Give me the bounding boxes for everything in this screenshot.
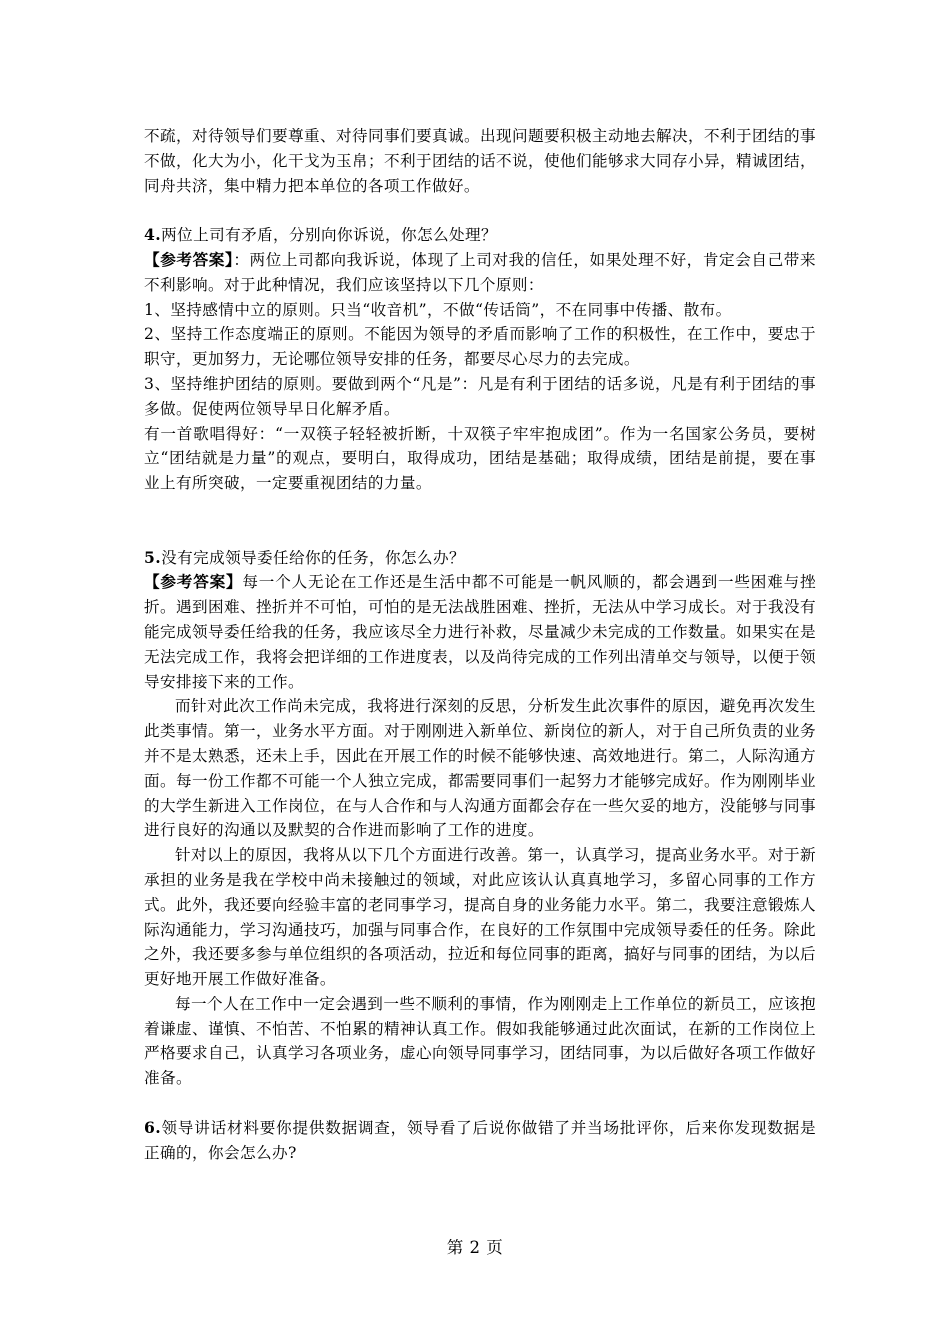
question-6-number: 6.	[144, 1117, 162, 1137]
document-body	[144, 124, 816, 1165]
question-5	[144, 546, 816, 571]
page-number: 第 2 页	[446, 1238, 504, 1257]
answer-5-lead-text: 每一个人无论在工作还是生活中都不可能是一帆风顺的，都会遇到一些困难与挫折。遇到困难、挫折并不可怕，可怕的是无法战胜困难、挫折，无法从中学习成长。对于我没有能完成领导委任给我的任务，我应该尽全力进行补救，尽量减少未完成的工作数量。如果实在是无法完成工作，我将会把详细的工作进度表，以及尚待完成的工作列出清单交与领导，以便于领导安排接下来的工作。	[144, 573, 816, 691]
answer-5-paragraph-1: 而针对此次工作尚未完成，我将进行深刻的反思，分析发生此次事件的原因，避免再次发生此类事情。第一，业务水平方面。对于刚刚进入新单位、新岗位的新人，对于自己所负责的业务并不是太熟悉，还未上手，因此在开展工作的时候不能够快速、高效地进行。第二，人际沟通方面。每一份工作都不可能一个人独立完成，都需要同事们一起努力才能够完成好。作为刚刚毕业的大学生新进入工作岗位，在与人合作和与人沟通方面都会存在一些欠妥的地方，没能够与同事进行良好的沟通以及默契的合作进而影响了工作的进度。	[144, 697, 816, 840]
question-4-number: 4.	[144, 225, 162, 245]
answer-5-paragraph-3: 每一个人在工作中一定会遇到一些不顺利的事情，作为刚刚走上工作单位的新员工，应该抱着谦虚、谨慎、不怕苦、不怕累的精神认真工作。假如我能够通过此次面试，在新的工作岗位上严格要求自己，认真学习各项业务，虚心向领导同事学习，团结同事，为以后做好各项工作做好准备。	[144, 994, 816, 1088]
answer-4-label: 【参考答案】	[144, 249, 234, 269]
intro-paragraph: 不疏，对待领导们要尊重、对待同事们要真诚。出现问题要积极主动地去解决，不利于团结的事不做，化大为小，化干戈为玉帛；不利于团结的话不说，使他们能够求大同存小异，精诚团结，同舟共济，集中精力把本单位的各项工作做好。	[144, 127, 816, 195]
question-5-number: 5.	[144, 547, 162, 567]
answer-4-point-3: 3、坚持维护团结的原则。要做到两个“凡是”：凡是有利于团结的话多说，凡是有利于团结的事多做。促使两位领导早日化解矛盾。	[144, 374, 816, 418]
answer-5-label: 【参考答案】	[144, 572, 243, 592]
answer-5-paragraph-2: 针对以上的原因，我将从以下几个方面进行改善。第一，认真学习，提高业务水平。对于新承担的业务是我在学校中尚未接触过的领域，对此应该认认真真地学习，多留心同事的工作方式。此外，我还要向经验丰富的老同事学习，提高自身的业务能力水平。第二，我要注意锻炼人际沟通能力，学习沟通技巧，加强与同事合作，在良好的工作氛围中完成领导委任的任务。除此之外，我还要多参与单位组织的各项活动，拉近和每位同事的距离，搞好与同事的团结，为以后更好地开展工作做好准备。	[144, 846, 816, 989]
answer-4-lead-text: ：两位上司都向我诉说，体现了上司对我的信任，如果处理不好，肯定会自己带来不利影响。对于此种情况，我们应该坚持以下几个原则：	[144, 250, 816, 294]
question-6	[144, 1116, 816, 1166]
answer-4-point-1: 1、坚持感情中立的原则。只当“收音机”，不做“传话筒”，不在同事中传播、散布。	[144, 300, 732, 319]
question-4	[144, 223, 816, 248]
answer-4-closing: 有一首歌唱得好：“一双筷子轻轻被折断，十双筷子牢牢抱成团”。作为一名国家公务员，要树立“团结就是力量”的观点，要明白，取得成功，团结是基础；取得成绩，团结是前提，要在事业上有所突破，一定要重视团结的力量。	[144, 424, 816, 493]
question-6-text: 领导讲话材料要你提供数据调查，领导看了后说你做错了并当场批评你，后来你发现数据是正确的，你会怎么办?	[144, 1118, 816, 1162]
answer-4-point-2: 2、坚持工作态度端正的原则。不能因为领导的矛盾而影响了工作的积极性，在工作中，要忠于职守，更加努力，无论哪位领导安排的任务，都要尽心尽力的去完成。	[144, 325, 816, 369]
answer-5-lead	[144, 570, 816, 694]
answer-4-lead	[144, 248, 816, 298]
question-4-text: 两位上司有矛盾，分别向你诉说，你怎么处理？	[161, 226, 497, 245]
question-5-text: 没有完成领导委任给你的任务，你怎么办？	[161, 548, 465, 567]
